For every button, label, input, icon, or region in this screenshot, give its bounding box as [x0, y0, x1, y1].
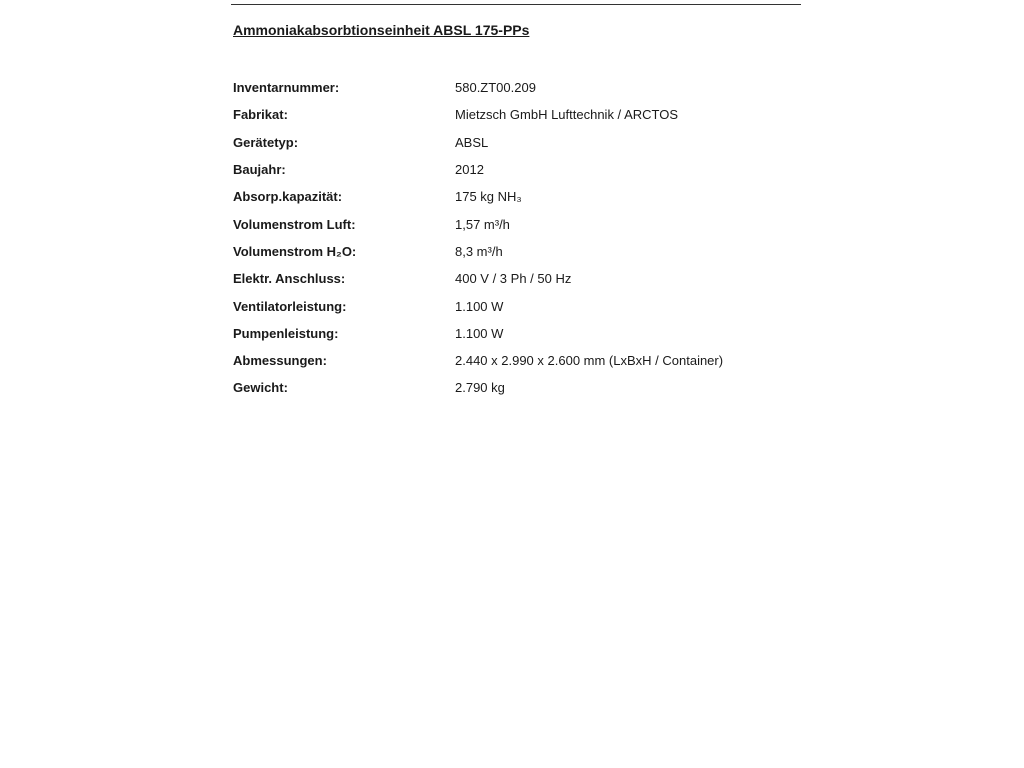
spec-row-baujahr [233, 156, 793, 183]
spec-label: Absorp.kapazität: [233, 189, 343, 205]
spec-label: Fabrikat: [233, 107, 288, 123]
spec-label: Ventilatorleistung: [233, 298, 347, 314]
spec-value: 1,57 m³/h [455, 216, 510, 232]
document-title: Ammoniakabsorbtionseinheit ABSL 175-PPs [233, 22, 530, 38]
spec-value: 175 kg NH₃ [455, 189, 522, 205]
spec-label: Volumenstrom Luft: [233, 216, 356, 232]
spec-value: 8,3 m³/h [455, 243, 503, 259]
spec-label: Gerätetyp: [233, 134, 299, 150]
spec-row-elektr-anschluss [233, 265, 793, 292]
spec-row-gewicht [233, 374, 793, 401]
spec-value: 2012 [455, 162, 484, 178]
spec-row-absorptionskapazitaet [233, 183, 793, 210]
spec-value: Mietzsch GmbH Lufttechnik / ARCTOS [455, 107, 678, 123]
spec-label: Inventarnummer: [233, 80, 340, 96]
spec-row-pumpenleistung [233, 320, 793, 347]
spec-value: 1.100 W [455, 325, 504, 341]
spec-value: 1.100 W [455, 298, 504, 314]
spec-row-ventilatorleistung [233, 292, 793, 319]
spec-value: ABSL [455, 134, 489, 150]
spec-label: Abmessungen: [233, 353, 327, 369]
spec-label: Gewicht: [233, 380, 288, 396]
spec-value: 2.440 x 2.990 x 2.600 mm (LxBxH / Container) [455, 353, 724, 369]
spec-row-inventarnummer [233, 74, 793, 101]
spec-row-fabrikat [233, 101, 793, 128]
spec-value: 400 V / 3 Ph / 50 Hz [455, 271, 572, 287]
spec-value: 580.ZT00.209 [455, 80, 536, 96]
spec-row-volumenstrom-wasser [233, 238, 793, 265]
spec-label: Baujahr: [233, 162, 286, 178]
top-divider [231, 4, 801, 5]
spec-row-geraetetyp [233, 129, 793, 156]
spec-label: Volumenstrom H₂O: [233, 243, 357, 259]
spec-label: Elektr. Anschluss: [233, 271, 346, 287]
spec-label: Pumpenleistung: [233, 325, 339, 341]
spec-row-volumenstrom-luft [233, 210, 793, 237]
spec-table [233, 74, 793, 402]
spec-row-abmessungen [233, 347, 793, 374]
spec-value: 2.790 kg [455, 380, 505, 396]
